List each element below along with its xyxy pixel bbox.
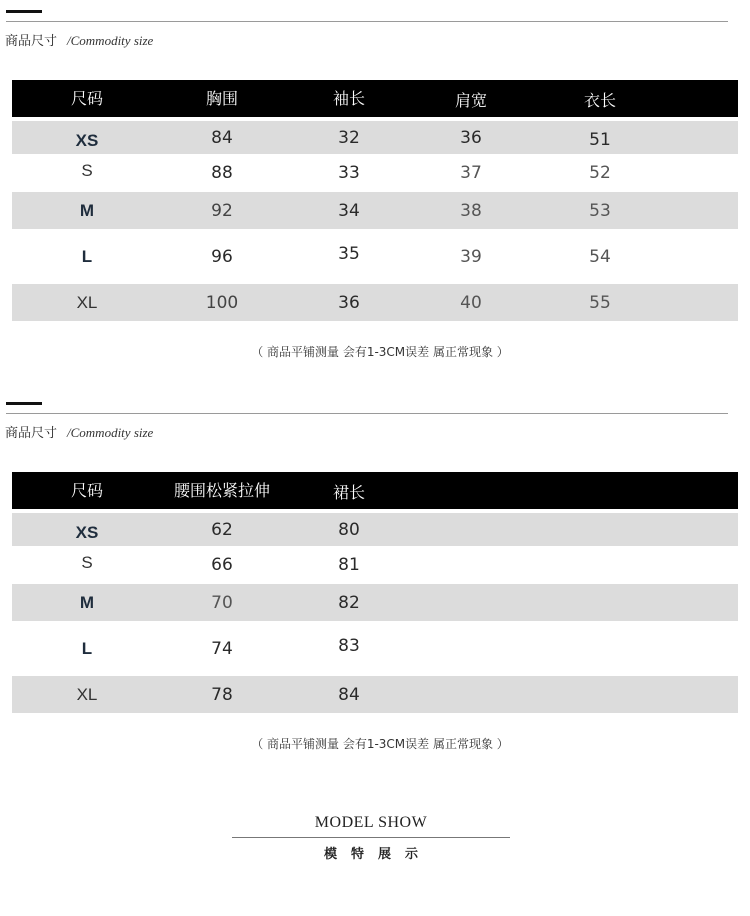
section-accent-bar bbox=[6, 10, 42, 13]
section-heading bbox=[5, 30, 153, 49]
waist-cell: 66 bbox=[211, 555, 233, 575]
waist-cell: 74 bbox=[211, 638, 233, 659]
length-cell: 55 bbox=[589, 292, 611, 313]
table-row bbox=[12, 284, 738, 321]
size-cell: L bbox=[81, 638, 93, 658]
skirt-length-cell: 82 bbox=[338, 592, 360, 613]
size-section-skirt bbox=[0, 392, 750, 772]
waist-cell: 78 bbox=[211, 684, 233, 705]
shoulder-cell: 37 bbox=[460, 163, 482, 183]
column-header-size: 尺码 bbox=[70, 481, 103, 500]
size-cell: XS bbox=[75, 522, 99, 542]
size-cell: M bbox=[79, 200, 95, 220]
size-cell: S bbox=[81, 553, 93, 572]
size-cell: XS bbox=[75, 130, 99, 150]
table-row bbox=[12, 546, 738, 584]
measurement-note: （ 商品平铺测量 会有1-3CM误差 属正常现象 ） bbox=[251, 345, 509, 359]
length-cell: 51 bbox=[589, 129, 611, 150]
skirt-length-cell: 81 bbox=[338, 555, 360, 575]
sleeve-cell: 33 bbox=[338, 163, 360, 183]
model-show-title-cn: 模特展示 bbox=[323, 847, 432, 862]
size-table-tops bbox=[12, 80, 738, 321]
table-row bbox=[12, 154, 738, 192]
length-cell: 53 bbox=[589, 200, 611, 221]
shoulder-cell: 36 bbox=[460, 127, 482, 148]
column-header-shoulder: 肩宽 bbox=[454, 91, 487, 110]
size-cell: M bbox=[79, 592, 95, 612]
section-heading-en: /Commodity size bbox=[67, 425, 154, 440]
size-section-tops bbox=[0, 0, 750, 380]
skirt-length-cell: 83 bbox=[338, 635, 360, 656]
table-header bbox=[12, 80, 738, 117]
column-header-sleeve: 袖长 bbox=[332, 89, 365, 108]
column-header-length: 衣长 bbox=[583, 91, 616, 110]
model-show-title-en: MODEL SHOW bbox=[314, 814, 428, 831]
size-table-skirt bbox=[12, 472, 738, 713]
sleeve-cell: 36 bbox=[338, 292, 360, 313]
table-row bbox=[12, 121, 738, 154]
column-header-chest: 胸围 bbox=[205, 89, 238, 108]
section-heading bbox=[5, 422, 153, 441]
section-heading-en: /Commodity size bbox=[67, 33, 154, 48]
length-cell: 54 bbox=[589, 246, 611, 267]
chest-cell: 84 bbox=[211, 127, 233, 148]
sleeve-cell: 35 bbox=[338, 243, 360, 264]
table-row bbox=[12, 621, 738, 676]
measurement-note: （ 商品平铺测量 会有1-3CM误差 属正常现象 ） bbox=[251, 737, 509, 751]
table-row bbox=[12, 192, 738, 229]
length-cell: 52 bbox=[589, 163, 611, 183]
size-cell: XL bbox=[76, 292, 98, 312]
section-divider bbox=[6, 413, 728, 414]
skirt-length-cell: 84 bbox=[338, 684, 360, 705]
table-row bbox=[12, 584, 738, 621]
column-header-skirt-length: 裙长 bbox=[332, 483, 365, 502]
model-show-divider bbox=[232, 837, 510, 838]
column-header-size: 尺码 bbox=[70, 89, 103, 108]
column-header-waist: 腰围松紧拉伸 bbox=[173, 481, 270, 500]
model-show-heading bbox=[232, 812, 510, 862]
section-divider bbox=[6, 21, 728, 22]
table-row bbox=[12, 676, 738, 713]
table-row bbox=[12, 513, 738, 546]
sleeve-cell: 34 bbox=[338, 200, 360, 221]
shoulder-cell: 39 bbox=[460, 246, 482, 267]
skirt-length-cell: 80 bbox=[338, 519, 360, 540]
size-cell: L bbox=[81, 246, 93, 266]
size-cell: S bbox=[81, 161, 93, 180]
chest-cell: 96 bbox=[211, 246, 233, 267]
shoulder-cell: 40 bbox=[460, 292, 482, 313]
waist-cell: 62 bbox=[211, 519, 233, 540]
sleeve-cell: 32 bbox=[338, 127, 360, 148]
chest-cell: 88 bbox=[211, 163, 233, 183]
size-cell: XL bbox=[76, 684, 98, 704]
section-accent-bar bbox=[6, 402, 42, 405]
waist-cell: 70 bbox=[211, 592, 233, 613]
chest-cell: 92 bbox=[211, 200, 233, 221]
table-row bbox=[12, 229, 738, 284]
chest-cell: 100 bbox=[205, 292, 239, 313]
shoulder-cell: 38 bbox=[460, 200, 482, 221]
table-header bbox=[12, 472, 738, 509]
section-heading-cn: 商品尺寸 bbox=[5, 34, 58, 49]
section-heading-cn: 商品尺寸 bbox=[5, 426, 58, 441]
